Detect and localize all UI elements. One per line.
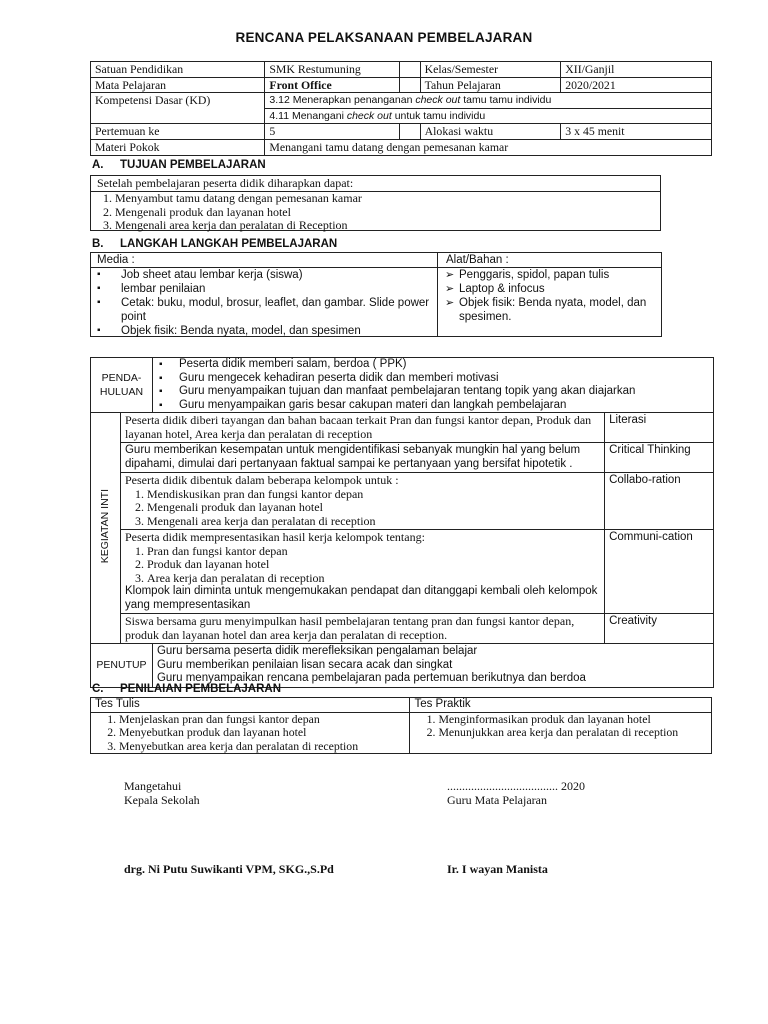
inti-sublist bbox=[125, 545, 600, 586]
media-list bbox=[91, 268, 433, 338]
section-a-heading: A. TUJUAN PEMBELAJARAN bbox=[92, 159, 266, 171]
inti-note: Klompok lain diminta untuk mengemukakan pendapat dan ditanggapi kembali oleh kelompok yang mempresentasikan bbox=[124, 585, 598, 611]
pendahuluan-list bbox=[153, 358, 713, 412]
pendahuluan-content bbox=[152, 358, 713, 413]
document-title: RENCANA PELAKSANAAN PEMBELAJARAN bbox=[235, 30, 533, 45]
tes-praktik-item: 2. Menunjukkan area kerja dan peralatan di reception bbox=[438, 726, 707, 740]
alokasi-label: Alokasi waktu bbox=[420, 124, 561, 140]
signature-left bbox=[124, 779, 200, 807]
inti-sublist bbox=[125, 488, 600, 529]
activities-table bbox=[90, 357, 714, 688]
alat-label: Alat/Bahan : bbox=[446, 254, 509, 266]
inti-label: KEGIATAN INTI bbox=[98, 488, 111, 563]
principal-name: drg. Ni Putu Suwikanti VPM, SKG.,S.Pd bbox=[124, 862, 334, 876]
pendahuluan-item: ▪ Guru menyampaikan garis besar cakupan materi dan langkah pembelajaran bbox=[153, 399, 713, 413]
penilaian-content-row bbox=[91, 712, 712, 754]
penutup-item: Guru bersama peserta didik merefleksikan pengalaman belajar bbox=[156, 645, 478, 657]
tujuan-intro: Setelah pembelajaran peserta didik diharapkan dapat: bbox=[91, 176, 660, 192]
info-row-kd1 bbox=[91, 93, 712, 109]
skill-label: Communi-cation bbox=[605, 530, 714, 614]
tes-praktik-item: 1. Menginformasikan produk dan layanan hotel bbox=[438, 713, 707, 727]
section-c-heading: C. PENILAIAN PEMBELAJARAN bbox=[92, 683, 282, 695]
penutup-item: Guru menyampaikan rencana pembelajaran pada pertemuan berikutnya dan berdoa bbox=[156, 672, 586, 684]
inti-step: Guru memberikan kesempatan untuk mengidentifikasi sebanyak mungkin hal yang belum dipahami, dimulai dari pertanyaan faktual sampai ke pertanyaan yang bersifat hipotetik . bbox=[120, 443, 604, 473]
media-label: Media : bbox=[97, 254, 135, 266]
inti-row bbox=[91, 614, 714, 644]
tes-tulis-content bbox=[91, 712, 410, 754]
inti-subitem: 3. Area kerja dan peralatan di reception bbox=[147, 572, 600, 586]
info-row-materi bbox=[91, 139, 712, 155]
tujuan-item: 3. Mengenali area kerja dan peralatan di Reception bbox=[115, 219, 660, 233]
inti-row bbox=[91, 413, 714, 443]
materi-value: Menangani tamu datang dengan pemesanan kamar bbox=[265, 139, 712, 155]
tes-tulis-list bbox=[95, 713, 405, 754]
skill-label: Literasi bbox=[605, 413, 714, 443]
media-item: ▪ Job sheet atau lembar kerja (siswa) bbox=[91, 268, 433, 282]
media-item: ▪ lembar penilaian bbox=[91, 282, 433, 296]
inti-step: Siswa bersama guru menyimpulkan hasil pembelajaran tentang pran dan fungsi kantor depan, produk dan layanan hotel dan area kerja dan peralatan di reception. bbox=[120, 614, 604, 644]
penilaian-header-row bbox=[91, 698, 712, 713]
kelas-label: Kelas/Semester bbox=[420, 62, 561, 78]
mapel-label: Mata Pelajaran bbox=[91, 77, 265, 93]
tes-praktik-list bbox=[414, 713, 707, 740]
satuan-label: Satuan Pendidikan bbox=[91, 62, 265, 78]
pendahuluan-row bbox=[91, 358, 714, 413]
media-item: ▪ Objek fisik: Benda nyata, model, dan spesimen bbox=[91, 324, 433, 338]
signature-left-line2: Kepala Sekolah bbox=[124, 793, 200, 807]
teacher-name: Ir. I wayan Manista bbox=[447, 862, 548, 876]
info-row-satuan bbox=[91, 62, 712, 78]
skill-label: Critical Thinking bbox=[605, 443, 714, 473]
inti-step: Peserta didik mempresentasikan hasil kerja kelompok tentang: 1. Pran dan fungsi kantor depan 2. Produk dan layanan hotel 3. Area kerja dan peralatan di reception Klompok lain diminta untuk mengemukakan pendapat dan ditanggapi kembali oleh kelompok yang mempresentasikan bbox=[120, 530, 604, 614]
inti-subitem: 1. Mendiskusikan pran dan fungsi kantor depan bbox=[147, 488, 600, 502]
kd1-value: 3.12 Menerapkan penanganan check out tamu tamu individu bbox=[265, 93, 712, 109]
penutup-label: PENUTUP bbox=[91, 644, 153, 688]
skill-label: Creativity bbox=[605, 614, 714, 644]
tes-praktik-content bbox=[410, 712, 712, 754]
signature-left-line1: Mangetahui bbox=[124, 779, 182, 793]
info-table bbox=[90, 61, 712, 156]
tes-praktik-label: Tes Praktik bbox=[410, 698, 712, 713]
inti-subitem: 1. Pran dan fungsi kantor depan bbox=[147, 545, 600, 559]
tujuan-box bbox=[90, 175, 661, 231]
tes-tulis-item: 2. Menyebutkan produk dan layanan hotel bbox=[119, 726, 405, 740]
info-row-mapel bbox=[91, 77, 712, 93]
tes-tulis-item: 1. Menjelaskan pran dan fungsi kantor depan bbox=[119, 713, 405, 727]
tujuan-item: 2. Mengenali produk dan layanan hotel bbox=[115, 206, 660, 220]
skill-label: Collabo-ration bbox=[605, 473, 714, 530]
inti-subitem: 2. Mengenali produk dan layanan hotel bbox=[147, 501, 600, 515]
inti-label-cell bbox=[91, 413, 121, 644]
pendahuluan-item: ▪ Peserta didik memberi salam, berdoa ( PPK) bbox=[153, 358, 713, 372]
tujuan-list bbox=[91, 192, 660, 233]
inti-subitem: 3. Mengenali area kerja dan peralatan di reception bbox=[147, 515, 600, 529]
inti-row bbox=[91, 530, 714, 614]
info-row-pertemuan bbox=[91, 124, 712, 140]
kd2-value: 4.11 Menangani check out untuk tamu individu bbox=[265, 108, 712, 124]
signature-right bbox=[447, 779, 585, 807]
alat-list bbox=[437, 268, 659, 324]
inti-row bbox=[91, 443, 714, 473]
tes-tulis-item: 3. Menyebutkan area kerja dan peralatan di reception bbox=[119, 740, 405, 754]
penutup-content bbox=[152, 644, 713, 688]
materi-label: Materi Pokok bbox=[91, 139, 265, 155]
media-alat-box bbox=[90, 252, 662, 337]
pendahuluan-label: PENDA- HULUAN bbox=[91, 358, 153, 413]
kd-label: Kompetensi Dasar (KD) bbox=[91, 93, 265, 124]
mapel-value: Front Office bbox=[265, 77, 400, 93]
alokasi-value: 3 x 45 menit bbox=[561, 124, 712, 140]
tes-tulis-label: Tes Tulis bbox=[91, 698, 410, 713]
inti-row bbox=[91, 473, 714, 530]
penilaian-table bbox=[90, 697, 712, 754]
satuan-value: SMK Restumuning bbox=[265, 62, 400, 78]
pendahuluan-item: ▪ Guru menyampaikan tujuan dan manfaat pembelajaran tentang topik yang akan diajarkan bbox=[153, 385, 713, 399]
signature-right-line2: Guru Mata Pelajaran bbox=[447, 793, 547, 807]
inti-step: Peserta didik dibentuk dalam beberapa kelompok untuk : 1. Mendiskusikan pran dan fungsi kantor depan 2. Mengenali produk dan layanan hotel 3. Mengenali area kerja dan peralatan di reception bbox=[120, 473, 604, 530]
tahun-value: 2020/2021 bbox=[561, 77, 712, 93]
pendahuluan-item: ▪ Guru mengecek kehadiran peserta didik dan memberi motivasi bbox=[153, 372, 713, 386]
alat-item: ➢ Penggaris, spidol, papan tulis bbox=[437, 268, 659, 282]
section-b-heading: B. LANGKAH LANGKAH PEMBELAJARAN bbox=[92, 238, 338, 250]
tahun-label: Tahun Pelajaran bbox=[420, 77, 561, 93]
kelas-value: XII/Ganjil bbox=[561, 62, 712, 78]
tujuan-item: 1. Menyambut tamu datang dengan pemesanan kamar bbox=[115, 192, 660, 206]
inti-subitem: 2. Produk dan layanan hotel bbox=[147, 558, 600, 572]
alat-item: ➢ Laptop & infocus bbox=[437, 282, 659, 296]
alat-item: ➢ Objek fisik: Benda nyata, model, dan spesimen. bbox=[437, 296, 659, 324]
pertemuan-label: Pertemuan ke bbox=[91, 124, 265, 140]
inti-step: Peserta didik diberi tayangan dan bahan bacaan terkait Pran dan fungsi kantor depan, Produk dan layanan hotel, Area kerja dan peralatan di reception bbox=[120, 413, 604, 443]
penutup-row bbox=[91, 644, 714, 688]
media-item: ▪ Cetak: buku, modul, brosur, leaflet, dan gambar. Slide power point bbox=[91, 296, 433, 324]
pertemuan-value: 5 bbox=[265, 124, 400, 140]
penutup-item: Guru memberikan penilaian lisan secara acak dan singkat bbox=[156, 658, 453, 671]
signature-right-line1: ..................................... 2020 bbox=[447, 779, 585, 793]
